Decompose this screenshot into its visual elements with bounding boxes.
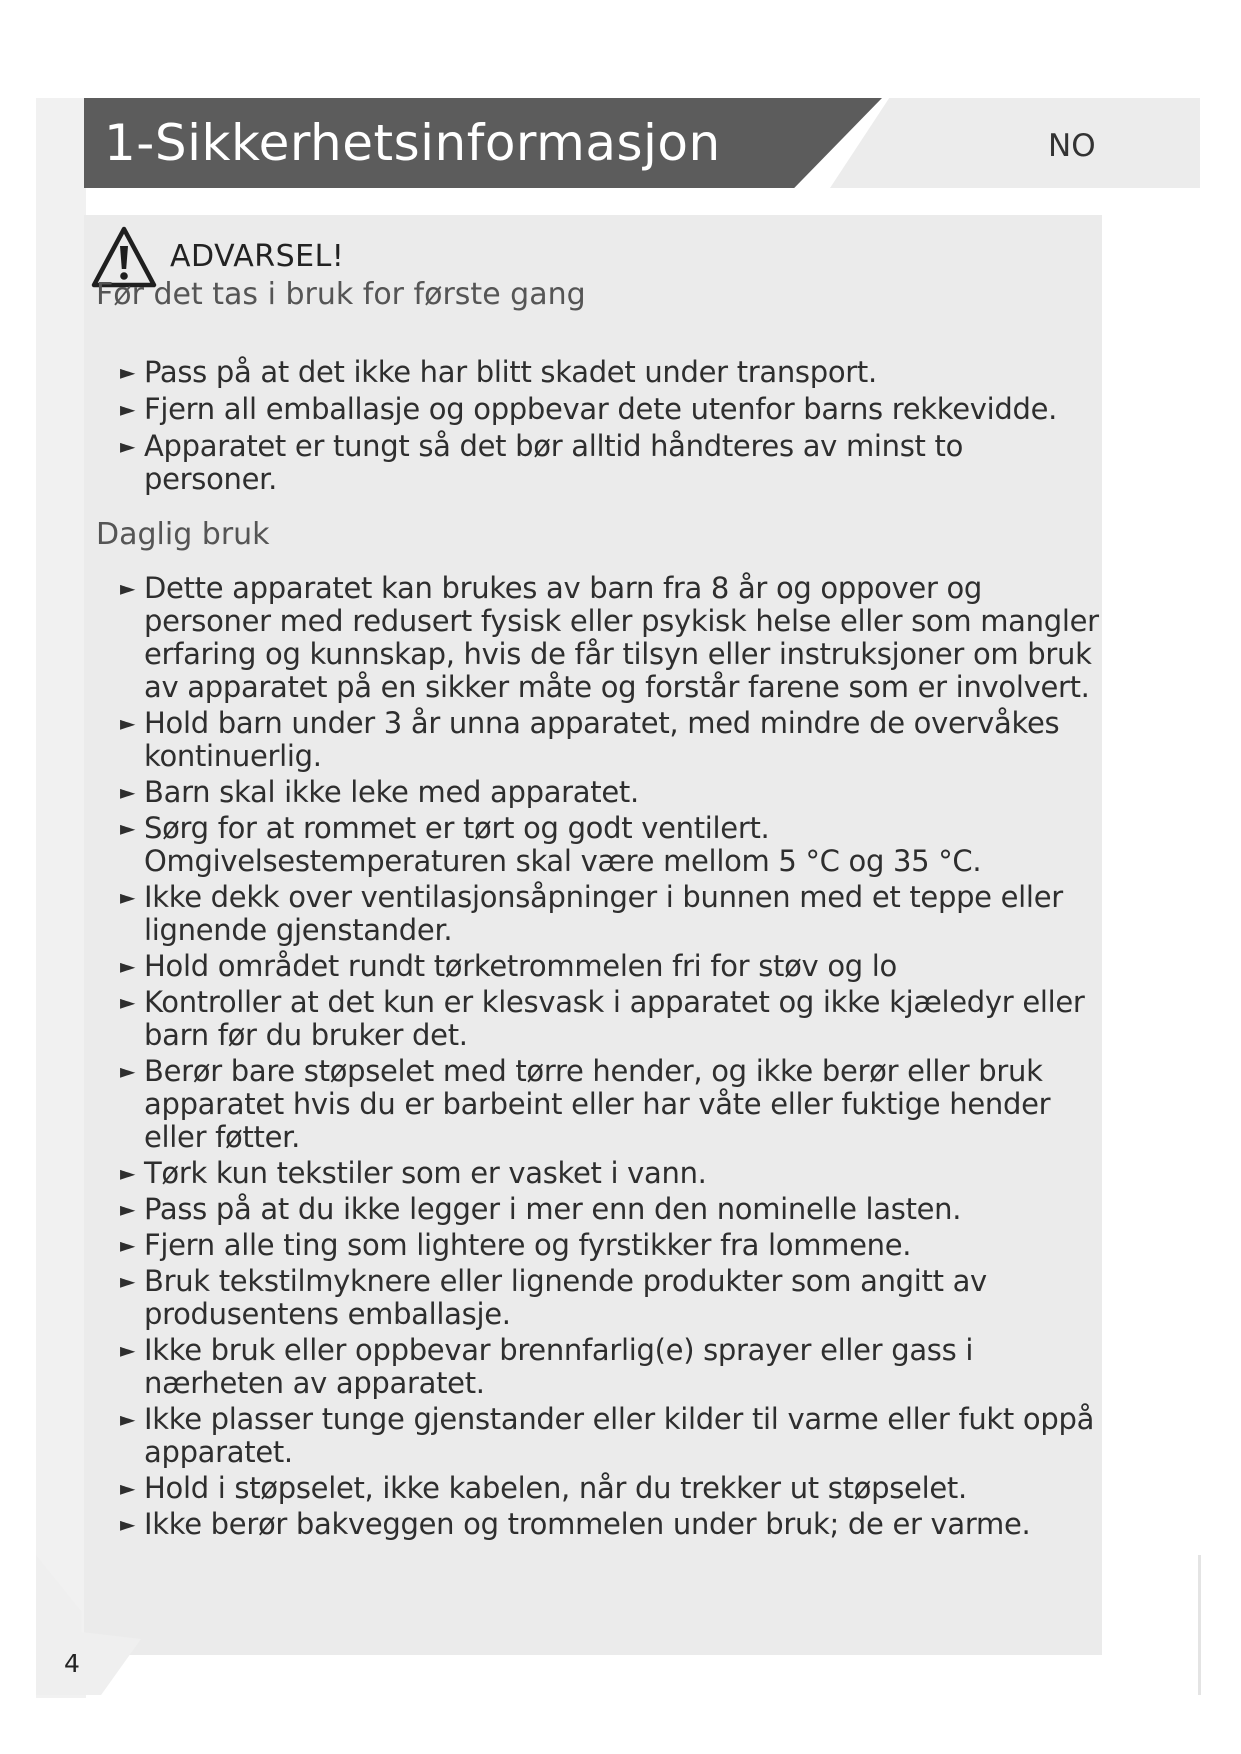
bullet-icon: ► [120, 711, 136, 735]
list-item-text: Ikke bruk eller oppbevar brennfarlig(e) sprayer eller gass i nærheten av apparatet. [144, 1333, 974, 1400]
list-item [122, 1055, 1100, 1154]
list-item-text: Dette apparatet kan brukes av barn fra 8 år og oppover og personer med redusert fysisk eller psykisk helse eller som mangler erfaring og kunnskap, hvis de får tilsyn eller instruksjoner om bruk av apparatet på en sikker måte og forstår farene som er involvert. [144, 571, 1099, 704]
list-item-text: Ikke berør bakveggen og trommelen under bruk; de er varme. [144, 1507, 1031, 1541]
page-edge-line [1198, 1555, 1201, 1695]
list-item [122, 812, 1100, 878]
list-item-text: Apparatet er tungt så det bør alltid håndteres av minst to personer. [144, 429, 964, 496]
bullet-icon: ► [120, 816, 136, 840]
list-item-text: Bruk tekstilmyknere eller lignende produkter som angitt av produsentens emballasje. [144, 1264, 987, 1331]
list-item [122, 776, 1100, 809]
bullet-icon: ► [120, 434, 136, 458]
list-item [122, 1229, 1100, 1262]
list-item-text: Pass på at du ikke legger i mer enn den nominelle lasten. [144, 1192, 962, 1226]
list-item-text: Hold barn under 3 år unna apparatet, med mindre de overvåkes kontinuerlig. [144, 706, 1060, 773]
list-item [122, 430, 1100, 496]
list-item-text: Hold i støpselet, ikke kabelen, når du trekker ut støpselet. [144, 1471, 967, 1505]
bullet-icon: ► [120, 576, 136, 600]
list-item-text: Fjern all emballasje og oppbevar dete utenfor barns rekkevidde. [144, 392, 1058, 426]
list-item [122, 1157, 1100, 1190]
section-heading-daily-use: Daglig bruk [96, 517, 270, 552]
list-item [122, 1403, 1100, 1469]
list-item [122, 1265, 1100, 1331]
list-item-text: Tørk kun tekstiler som er vasket i vann. [144, 1156, 707, 1190]
bullet-icon: ► [120, 1059, 136, 1083]
list-item [122, 1193, 1100, 1226]
list-item [122, 1508, 1100, 1541]
list-item [122, 707, 1100, 773]
list-item-text: Berør bare støpselet med tørre hender, og ikke berør eller bruk apparatet hvis du er barbeint eller har våte eller fuktige hender eller føtter. [144, 1054, 1051, 1154]
list-item-text: Barn skal ikke leke med apparatet. [144, 775, 639, 809]
list-item [122, 572, 1100, 704]
bullet-icon: ► [120, 954, 136, 978]
list-item [122, 950, 1100, 983]
page-number: 4 [64, 1649, 80, 1678]
bullet-icon: ► [120, 1269, 136, 1293]
warning-label: ADVARSEL! [170, 239, 345, 274]
bullet-icon: ► [120, 1512, 136, 1536]
list-item [122, 393, 1100, 426]
list-item [122, 1472, 1100, 1505]
language-code: NO [1048, 128, 1096, 164]
bullet-icon: ► [120, 1197, 136, 1221]
bullet-icon: ► [120, 360, 136, 384]
bullet-icon: ► [120, 1233, 136, 1257]
list-item [122, 881, 1100, 947]
page-edge-left [36, 98, 86, 1698]
list-item-text: Ikke plasser tunge gjenstander eller kilder til varme eller fukt oppå apparatet. [144, 1402, 1095, 1469]
list-item [122, 356, 1100, 389]
bullet-icon: ► [120, 780, 136, 804]
list-item-text: Hold området rundt tørketrommelen fri for støv og lo [144, 949, 897, 983]
first-use-list [122, 356, 1100, 496]
list-item-text: Kontroller at det kun er klesvask i apparatet og ikke kjæledyr eller barn før du bruker det. [144, 985, 1085, 1052]
section-heading-first-use: Før det tas i bruk for første gang [96, 277, 586, 312]
list-item-text: Pass på at det ikke har blitt skadet under transport. [144, 355, 877, 389]
page-title: 1-Sikkerhetsinformasjon [104, 114, 721, 172]
list-item [122, 986, 1100, 1052]
list-item-text: Ikke dekk over ventilasjonsåpninger i bunnen med et teppe eller lignende gjenstander. [144, 880, 1063, 947]
language-tab [830, 98, 1200, 188]
bullet-icon: ► [120, 1407, 136, 1431]
daily-use-list [122, 572, 1100, 1541]
bullet-icon: ► [120, 1338, 136, 1362]
bullet-icon: ► [120, 885, 136, 909]
list-item-text: Fjern alle ting som lightere og fyrstikker fra lommene. [144, 1228, 912, 1262]
bullet-icon: ► [120, 990, 136, 1014]
bullet-icon: ► [120, 397, 136, 421]
bullet-icon: ► [120, 1161, 136, 1185]
list-item [122, 1334, 1100, 1400]
bullet-icon: ► [120, 1476, 136, 1500]
list-item-text: Sørg for at rommet er tørt og godt ventilert. Omgivelsestemperaturen skal være mellom 5 °C og 35 °C. [144, 811, 982, 878]
